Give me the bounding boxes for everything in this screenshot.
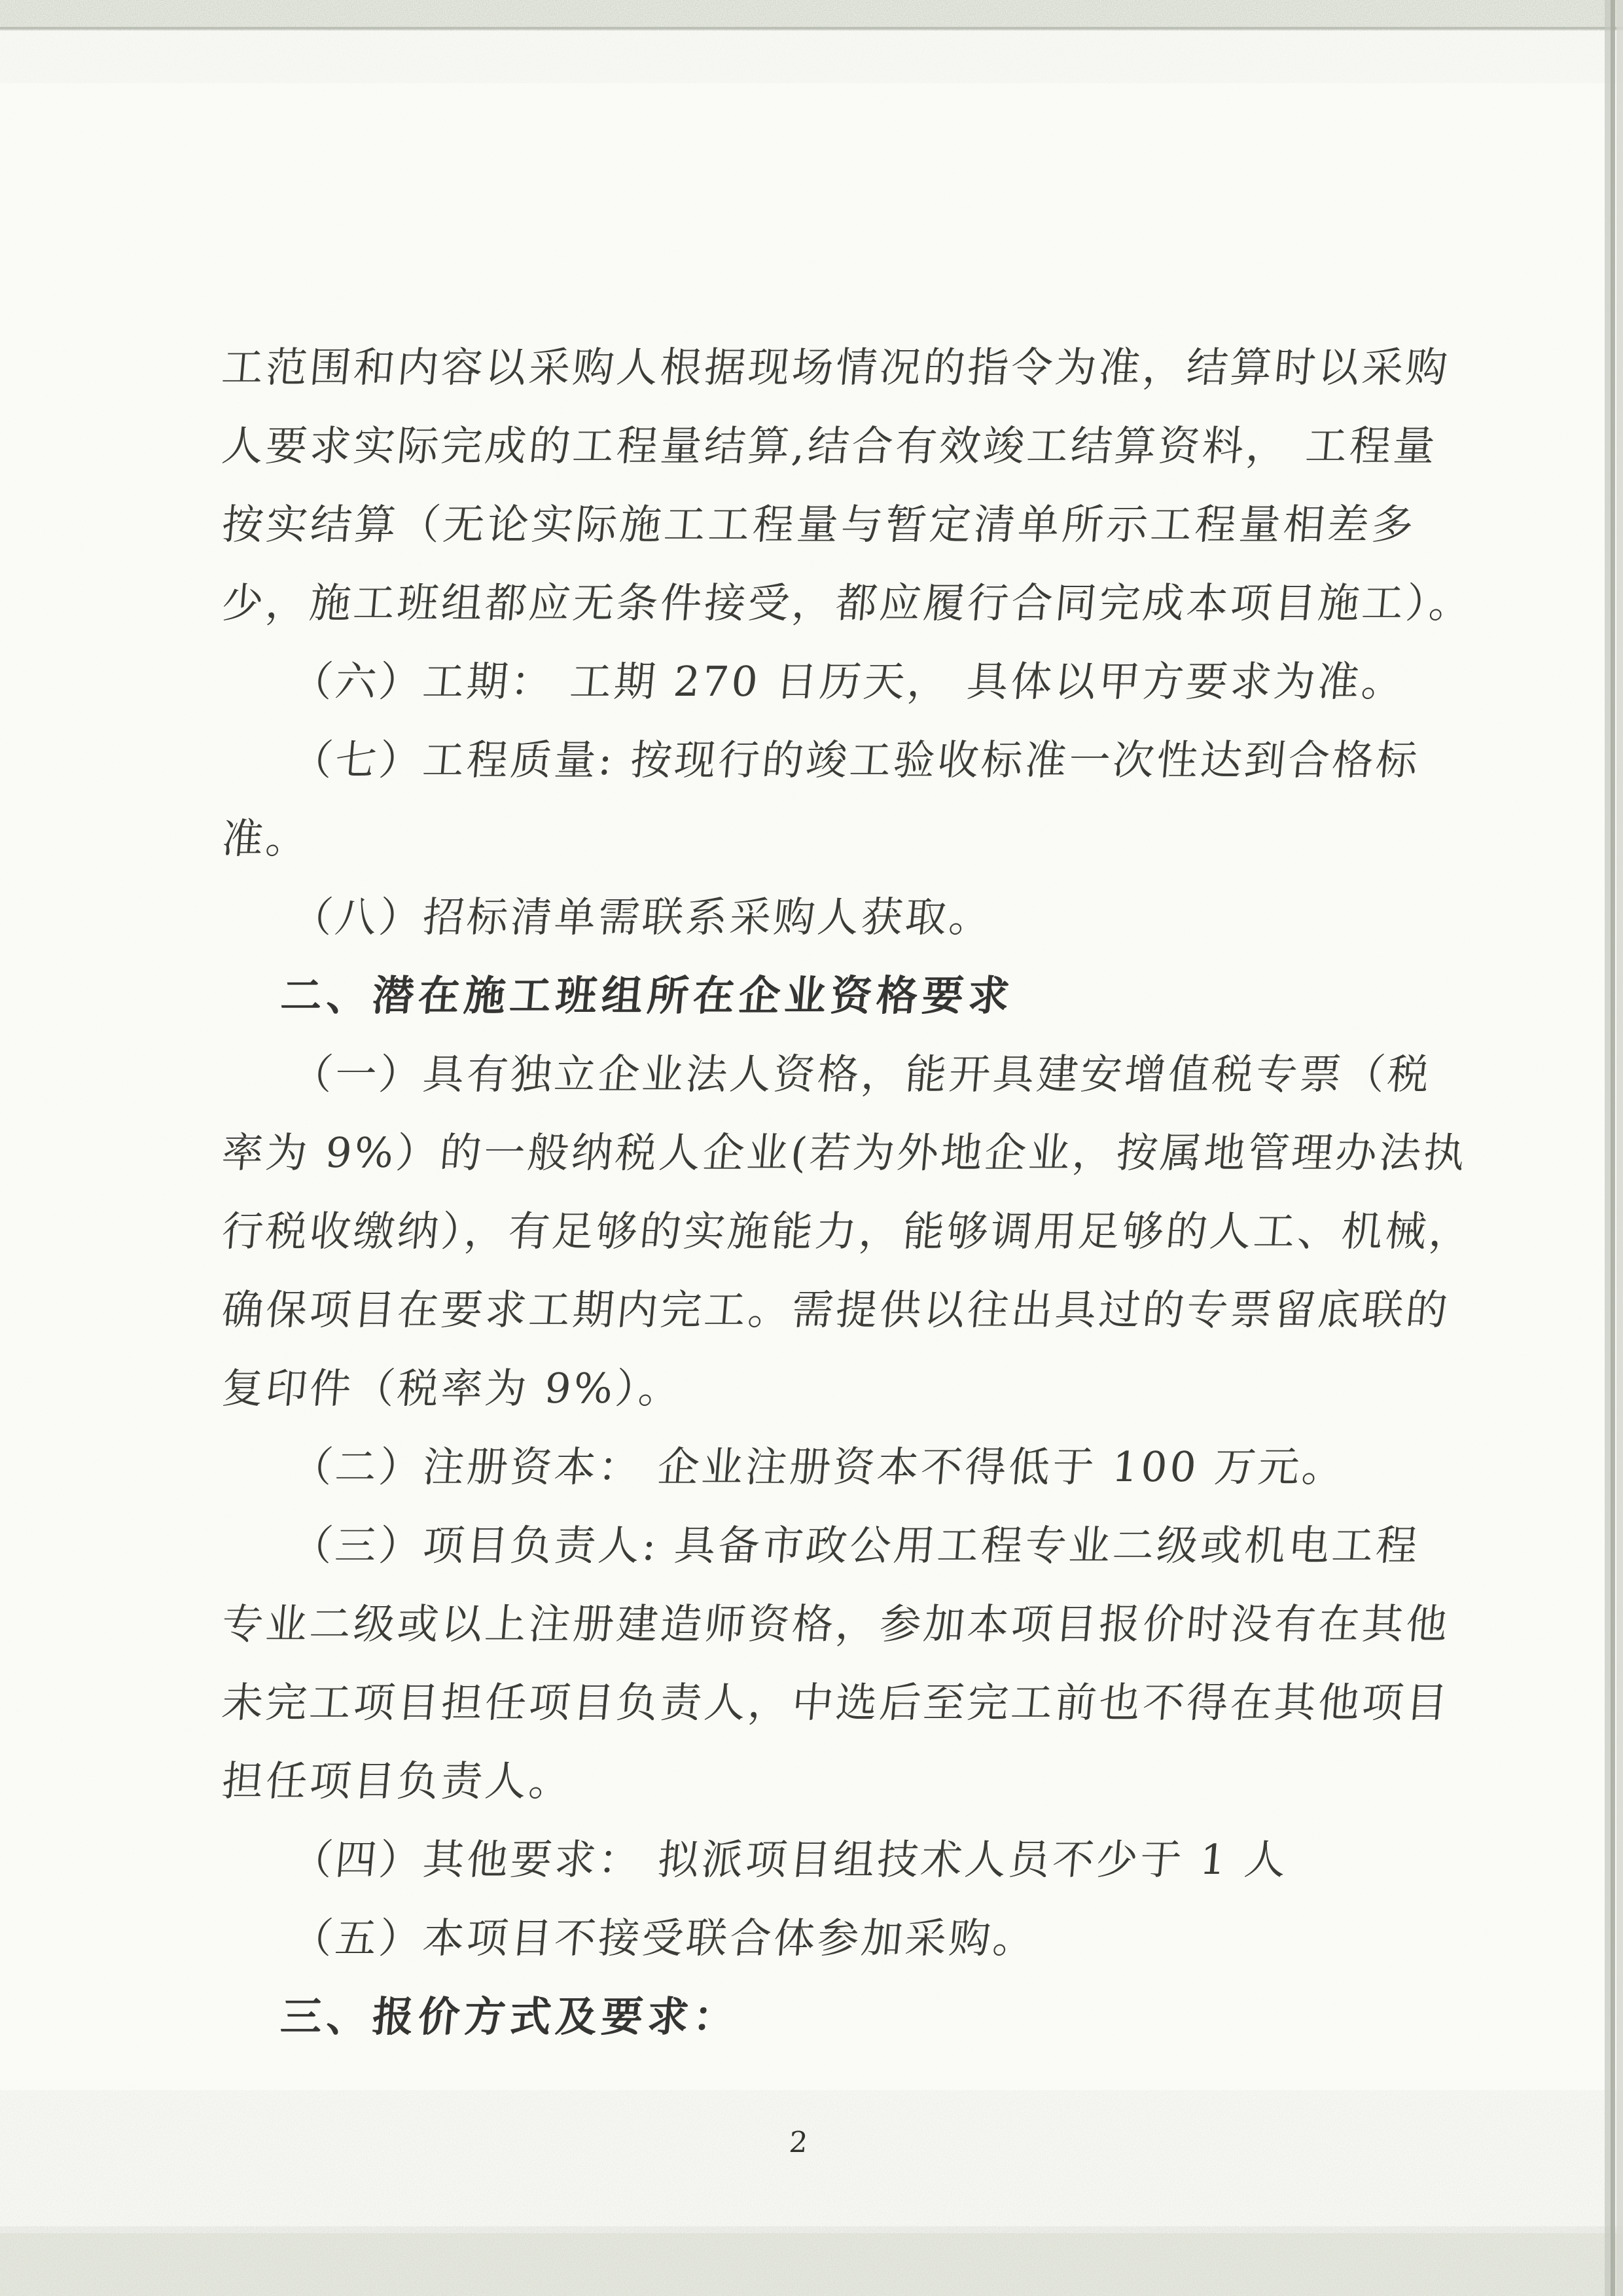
doc-line: 复印件（税率为 9%）。 — [220, 1365, 685, 1412]
top-fade-grain — [0, 29, 1623, 82]
doc-line-registered-capital: （二）注册资本： 企业注册资本不得低于 100 万元。 — [289, 1443, 1348, 1491]
doc-line: 人要求实际完成的工程量结算,结合有效竣工结算资料， 工程量 — [220, 422, 1440, 470]
doc-line: 按实结算（无论实际施工工程量与暂定清单所示工程量相差多 — [220, 501, 1418, 548]
doc-line: 未完工项目担任项目负责人，中选后至完工前也不得在其他项目 — [220, 1679, 1452, 1727]
bottom-band-grain — [0, 2228, 1623, 2296]
doc-line: 行税收缴纳），有足够的实施能力，能够调用足够的人工、机械， — [220, 1208, 1475, 1255]
doc-line: 准。 — [220, 815, 312, 863]
bottom-grain-light — [0, 2094, 1623, 2296]
doc-line: 确保项目在要求工期内完工。需提供以往出具过的专票留底联的 — [220, 1286, 1452, 1334]
doc-line: 担任项目负责人。 — [220, 1757, 575, 1805]
bottom-band-tint — [0, 2233, 1623, 2296]
right-edge-shadow-outer — [1605, 0, 1613, 2296]
section-heading-quotation: 三、报价方式及要求： — [279, 1993, 741, 2041]
doc-line: 工范围和内容以采购人根据现场情况的指令为准，结算时以采购 — [220, 344, 1452, 391]
doc-line: 少，施工班组都应无条件接受，都应履行合同完成本项目施工）。 — [220, 579, 1475, 627]
doc-line: 专业二级或以上注册建造师资格，参加本项目报价时没有在其他 — [220, 1600, 1452, 1648]
top-band-grain — [0, 0, 1623, 30]
right-edge-shadow-core — [1611, 0, 1615, 2296]
top-rule-line — [0, 27, 1623, 29]
top-band-tint — [0, 0, 1623, 30]
document-body — [219, 329, 1475, 2056]
doc-line: （一）具有独立企业法人资格，能开具建安增值税专票（税 — [289, 1050, 1434, 1098]
page-number: 2 — [787, 2126, 810, 2159]
doc-line-quality: （七）工程质量: 按现行的竣工验收标准一次性达到合格标 — [289, 736, 1422, 784]
doc-line-other-requirements: （四）其他要求： 拟派项目组技术人员不少于 1 人 — [289, 1836, 1291, 1884]
section-heading-qualification: 二、潜在施工班组所在企业资格要求 — [279, 972, 1016, 1020]
doc-line-bid-list: （八）招标清单需联系采购人获取。 — [289, 893, 995, 941]
right-edge-shadow-rim — [1616, 0, 1623, 2296]
doc-line-no-consortium: （五）本项目不接受联合体参加采购。 — [289, 1914, 1039, 1962]
doc-line: 率为 9%）的一般纳税人企业(若为外地企业，按属地管理办法执 — [220, 1129, 1470, 1177]
doc-line-project-manager: （三）项目负责人: 具备市政公用工程专业二级或机电工程 — [289, 1522, 1422, 1570]
doc-line-construction-period: （六）工期： 工期 270 日历天， 具体以甲方要求为准。 — [289, 658, 1408, 706]
